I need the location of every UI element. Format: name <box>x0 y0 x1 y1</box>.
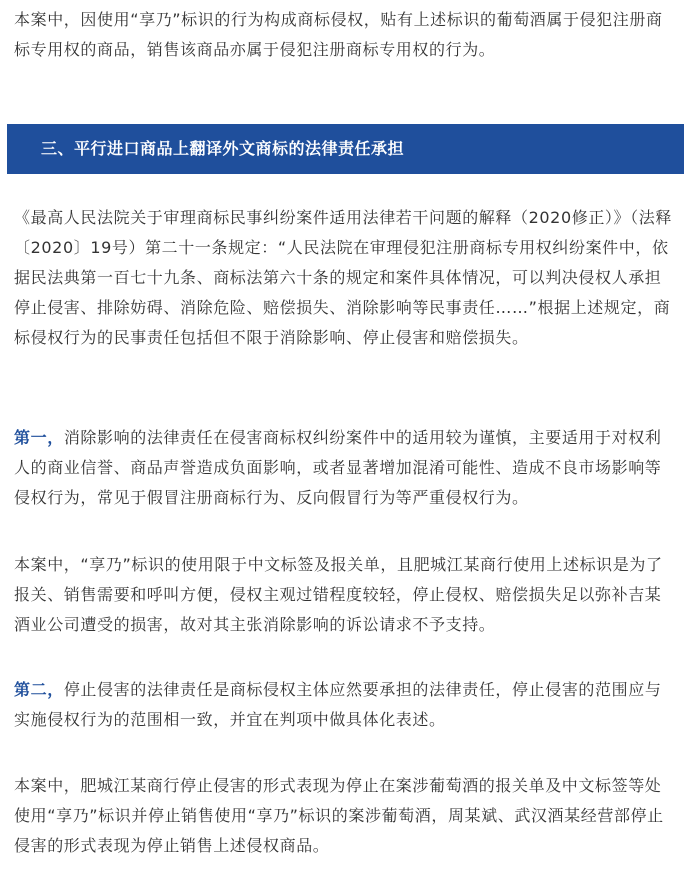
paragraph-text: 本案中，因使用“享乃”标识的行为构成商标侵权，贴有上述标识的葡萄酒属于侵犯注册商标专用权的商品，销售该商品亦属于侵犯注册商标专用权的行为。 <box>14 10 663 59</box>
section-title: 三、平行进口商品上翻译外文商标的法律责任承担 <box>41 139 405 158</box>
paragraph-conclusion <box>14 5 674 65</box>
point-label-first: 第一， <box>14 428 64 447</box>
section-header <box>7 124 684 174</box>
paragraph-case-analysis-2 <box>14 771 674 861</box>
paragraph-text: 停止侵害的法律责任是商标侵权主体应然要承担的法律责任，停止侵害的范围应与实施侵权行为的范围相一致，并宜在判项中做具体化表述。 <box>14 680 662 729</box>
paragraph-case-analysis-1 <box>14 550 674 640</box>
paragraph-legal-basis <box>14 203 674 353</box>
paragraph-second-point <box>14 675 674 735</box>
paragraph-first-point <box>14 423 674 513</box>
paragraph-text: 《最高人民法院关于审理商标民事纠纷案件适用法律若干问题的解释（2020修正）》（法释〔2020〕19号）第二十一条规定：“人民法院在审理侵犯注册商标专用权纠纷案件中，依据民法典第一百七十九条、商标法第六十条的规定和案件具体情况，可以判决侵权人承担停止侵害、排除妨碍、消除危险、赔偿损失、消除影响等民事责任……”根据上述规定，商标侵权行为的民事责任包括但不限于消除影响、停止侵害和赔偿损失。 <box>14 208 672 347</box>
paragraph-text: 消除影响的法律责任在侵害商标权纠纷案件中的适用较为谨慎，主要适用于对权利人的商业信誉、商品声誉造成负面影响，或者显著增加混淆可能性、造成不良市场影响等侵权行为，常见于假冒注册商标行为、反向假冒行为等严重侵权行为。 <box>14 428 662 507</box>
point-label-second: 第二， <box>14 680 64 699</box>
paragraph-text: 本案中，肥城江某商行停止侵害的形式表现为停止在案涉葡萄酒的报关单及中文标签等处使用“享乃”标识并停止销售使用“享乃”标识的案涉葡萄酒，周某斌、武汉酒某经营部停止侵害的形式表现为停止销售上述侵权商品。 <box>14 776 664 855</box>
paragraph-text: 本案中，“享乃”标识的使用限于中文标签及报关单，且肥城江某商行使用上述标识是为了报关、销售需要和呼叫方便，侵权主观过错程度较轻，停止侵权、赔偿损失足以弥补吉某酒业公司遭受的损害，故对其主张消除影响的诉讼请求不予支持。 <box>14 555 663 634</box>
